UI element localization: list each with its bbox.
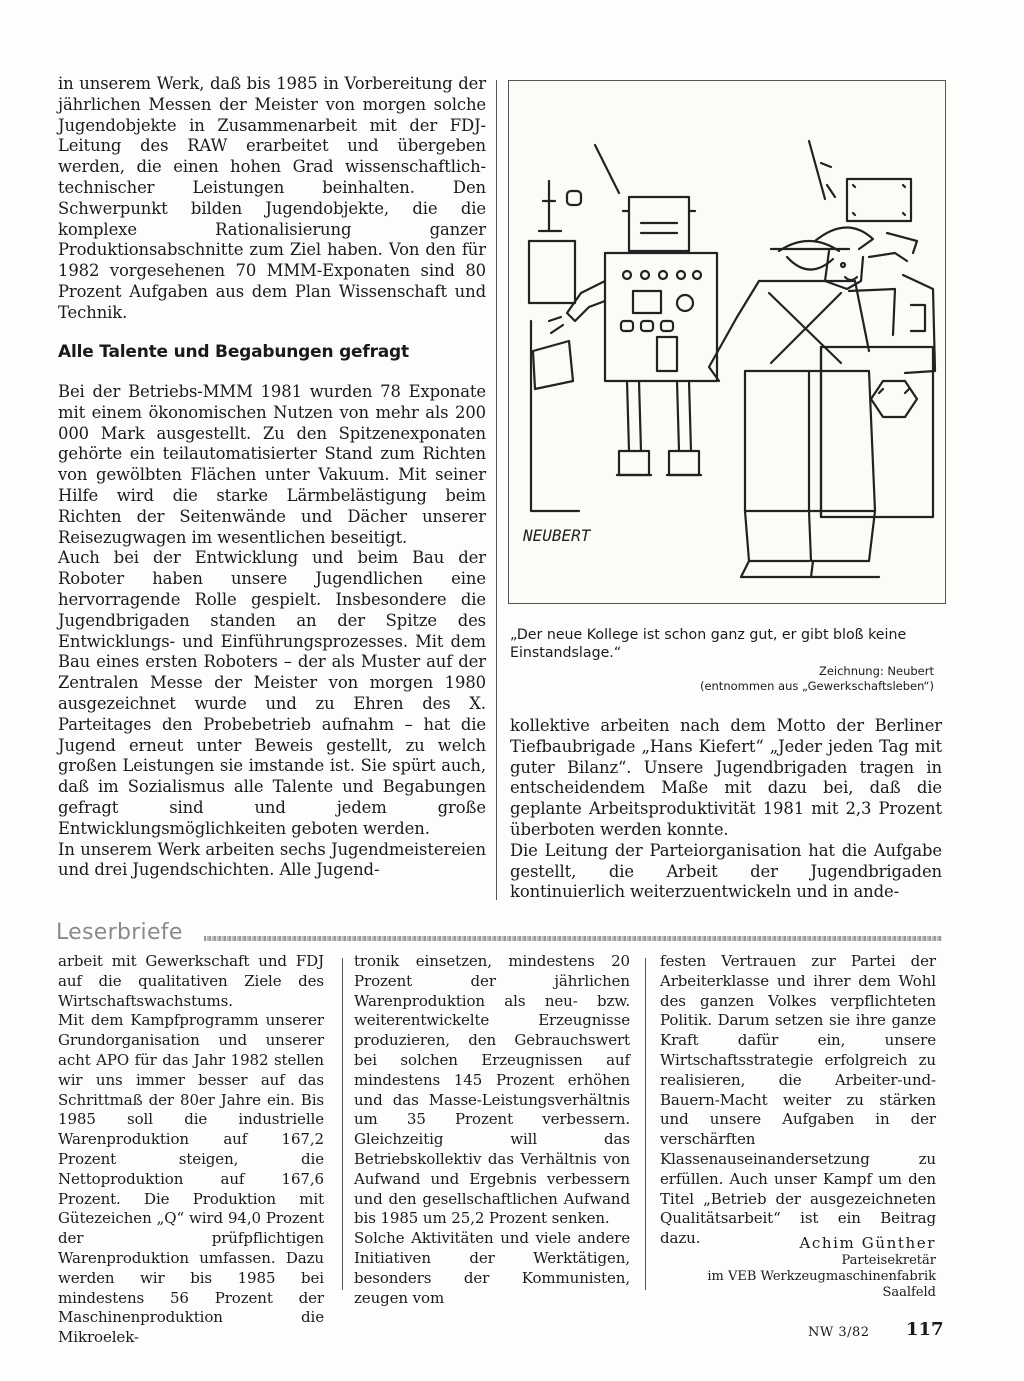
cartoon-illustration (508, 80, 946, 604)
article-paragraph: In unserem Werk arbeiten sechs Jugendmeistereien und drei Jugendschichten. Alle Jugend- (58, 839, 486, 880)
article-paragraph: Bei der Betriebs-MMM 1981 wurden 78 Exponate mit einem ökonomischen Nutzen von mehr als 200 000 Mark ausgestellt. Zu den Spitzenexponaten gehörte ein teilautomatisierter Stand zum Richten von gewölbten Flächen unter Vakuum. Mit seiner Hilfe wird die starke Lärmbelästigung beim Richten der Seitenwände und Dächer unserer Reisezugwagen im wesentlichen beseitigt. (58, 382, 486, 547)
column-divider (342, 958, 343, 1290)
cartoon-caption: „Der neue Kollege ist schon ganz gut, er gibt bloß keine Einstandslage.“ (510, 627, 907, 662)
issue-label: NW 3/82 (808, 1325, 870, 1340)
letter-paragraph: Mit dem Kampfprogramm unserer Grundorganisation und unserer acht APO für das Jahr 1982 stellen wir uns immer besser auf das Schrittmaß der 80er Jahre ein. Bis 1985 soll die industrielle Warenproduktion auf 167,2 Prozent steigen, die Nettoproduktion auf 167,6 Prozent. Die Produktion mit Gütezeichen „Q“ wird 94,0 Prozent der prüfpflichtigen Warenproduktion umfassen. Dazu werden wir bis 1985 bei mindestens 56 Prozent der Maschinenproduktion die Mikroelek- (58, 1011, 324, 1347)
article-paragraph: in unserem Werk, daß bis 1985 in Vorbereitung der jährlichen Messen der Meister von morgen solche Jugendobjekte in Zusammenarbeit mit der FDJ-Leitung des RAW erarbeitet und übergeben werden, die einen hohen Grad wissenschaftlich-technischer Leistungen beinhalten. Den Schwerpunkt bilden Jugendobjekte, die die komplexe Rationalisierung ganzer Produktionsabschnitte zum Ziel haben. Von den für 1982 vorgesehenen 70 MMM-Exponaten sind 80 Prozent Aufgaben aus dem Plan Wissenschaft und Technik. (58, 74, 486, 322)
robot-workshop-drawing (509, 81, 945, 603)
credit-drawing: Zeichnung: Neubert (818, 664, 934, 678)
article-paragraph: kollektive arbeiten nach dem Motto der Berliner Tiefbaubrigade „Hans Kiefert“ „Jeder jeden Tag mit guter Bilanz“. Unsere Jugendbrigaden tragen in entscheidendem Maße mit dazu bei, daß die geplante Arbeitsproduktivität 1981 mit 2,3 Prozent überboten werden konnte. (510, 716, 942, 839)
letters-column-2 (354, 952, 630, 1308)
article-column-left-lower (58, 382, 486, 881)
letter-paragraph: Solche Aktivitäten und viele andere Initiativen der Werktätigen, besonders der Kommunisten, zeugen vom (354, 1229, 630, 1307)
author-city: Saalfeld (882, 1285, 936, 1301)
article-column-left (58, 74, 486, 324)
letter-paragraph: festen Vertrauen zur Partei der Arbeiterklasse und ihrer dem Wohl des ganzen Volkes verpflichteten Politik. Darum setzen sie ihre ganze Kraft dafür ein, unsere Wirtschaftsstrategie erfolgreich zu realisieren, die Arbeiter-und-Bauern-Macht weiter zu stärken und unsere Aufgaben in der verschärften Klassenauseinandersetzung zu erfüllen. Auch unser Kampf um den Titel „Betrieb der ausgezeichneten Qualitätsarbeit“ ist ein Beitrag dazu. (660, 952, 936, 1248)
section-label: Leserbriefe (56, 920, 183, 945)
page-number: 117 (906, 1319, 944, 1340)
cartoon-credit (650, 664, 934, 694)
cartoonist-signature: NEUBERT (523, 526, 591, 545)
letter-paragraph: arbeit mit Gewerkschaft und FDJ auf die qualitativen Ziele des Wirtschaftswachstums. (58, 952, 324, 1010)
column-divider (496, 80, 497, 900)
letters-column-3 (660, 952, 936, 1249)
section-rule (204, 936, 942, 941)
letter-paragraph: tronik einsetzen, mindestens 20 Prozent der jährlichen Warenproduktion als neu- bzw. weiterentwickelte Erzeugnisse produzieren, den Gebrauchswert bei solchen Erzeugnissen auf mindestens 145 Prozent erhöhen und das Masse-Leistungsverhältnis um 35 Prozent verbessern. Gleichzeitig will das Betriebskollektiv das Verhältnis von Aufwand und Ergebnis verbessern und den gesellschaftlichen Aufwand bis 1985 um 25,2 Prozent senken. (354, 952, 630, 1228)
author-role: Parteisekretär (841, 1253, 936, 1268)
author-organization: im VEB Werkzeugmaschinenfabrik (707, 1269, 936, 1285)
article-column-right (510, 716, 942, 903)
article-paragraph: Die Leitung der Parteiorganisation hat die Aufgabe gestellt, die Arbeit der Jugendbrigaden kontinuierlich weiterzuentwickeln und in ande- (510, 840, 942, 902)
article-subheading: Alle Talente und Begabungen gefragt (58, 342, 409, 362)
letter-signature (660, 1234, 936, 1302)
article-paragraph: Auch bei der Entwicklung und beim Bau der Roboter haben unsere Jugendlichen eine hervorragende Rolle gespielt. Insbesondere die Jugendbrigaden standen an der Spitze des Entwicklungs- und Einführungsprozesses. Mit dem Bau eines ersten Roboters – der als Muster auf der Zentralen Messe der Meister von morgen 1980 ausgezeichnet wurde und zu Ehren des X. Parteitages den Probebetrieb aufnahm – hat die Jugend erneut unter Beweis gestellt, zu welch großen Leistungen sie imstande ist. Sie spürt auch, daß im Sozialismus alle Talente und Begabungen gefragt sind und jedem große Entwicklungsmöglichkeiten geboten werden. (58, 548, 486, 838)
letters-column-1 (58, 952, 324, 1348)
author-name: Achim Günther (799, 1234, 936, 1252)
column-divider (645, 958, 646, 1290)
credit-source: (entnommen aus „Gewerkschaftsleben“) (699, 679, 934, 693)
